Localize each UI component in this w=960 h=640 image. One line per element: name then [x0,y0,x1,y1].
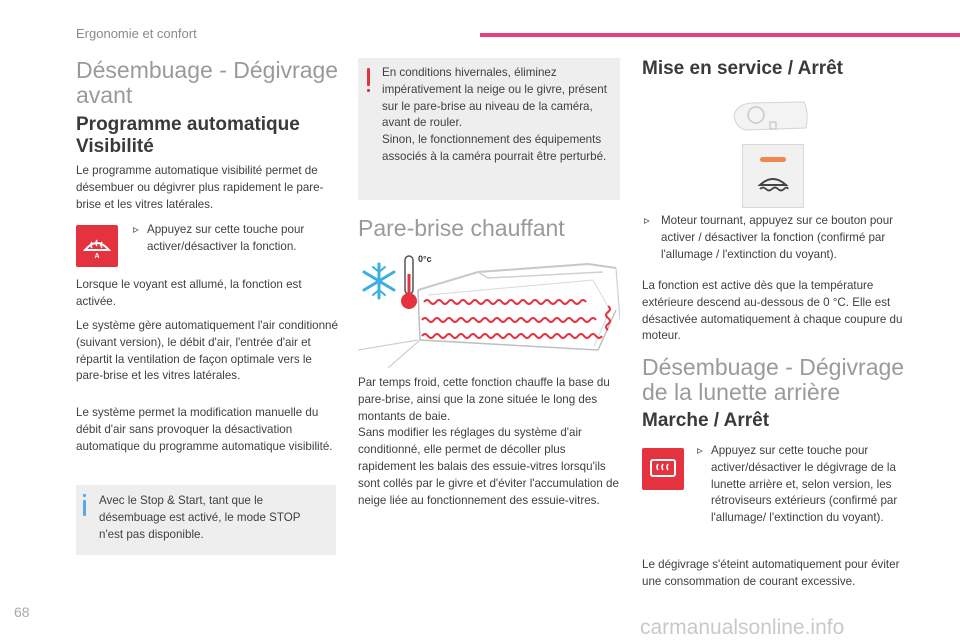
front-defrost-icon [82,233,112,259]
page-number: 68 [14,604,30,620]
front-demist-button[interactable] [76,225,118,267]
status-led [760,157,786,162]
rear-defrost-icon [648,457,678,481]
rear-bullet-text: Appuyez sur cette touche pour activer/désactiver le dégivrage de la lunette arrière et, selon version, les rétroviseurs extérieurs (confirmé par l'allumage/ l'extinction du voyant). [711,444,898,525]
warning-icon-bar [367,68,370,86]
heated-windscreen-illustration [358,250,620,368]
rear-para: Le dégivrage s'éteint automatiquement pour éviter une consommation de courant excessive. [642,558,900,588]
bullet-marker: ▹ [644,214,650,227]
title-rear-defrost: Désembuage - Dégivrage de la lunette arrière [642,354,905,405]
heated-windscreen-icon [757,171,789,195]
info-icon-dot [83,494,86,497]
subtitle-visibility-program: Programme automatique Visibilité [76,114,300,157]
warning-icon-dot [367,89,370,92]
on-off-bullet-text: Moteur tournant, appuyez sur ce bouton pour activer / désactiver la fonction (confirmé par l'allumage / l'extinction du voyant). [661,214,894,261]
rear-demist-button[interactable] [642,448,684,490]
front-bullet-text: Appuyez sur cette touche pour activer/désactiver la fonction. [147,223,305,253]
thermometer-icon [398,254,420,312]
info-note-text: Avec le Stop & Start, tant que le désembuage est activé, le mode STOP n'est pas disponible. [99,494,301,541]
on-off-para: La fonction est active dès que la température extérieure descend au-dessous de 0 °C. Elle est désactivée automatiquement à chaque coupure du moteur. [642,279,903,343]
para-manual-change: Le système permet la modification manuelle du débit d'air sans provoquer la désactivation automatique du programme automatique visibilité. [76,406,333,453]
watermark: carmanualsonline.info [640,616,845,639]
mirror-icon [732,98,810,134]
bullet-marker: ▹ [697,444,703,457]
para-system-manages: Le système gère automatiquement l'air conditionné (suivant version), le débit d'air, l'entrée d'air et répartit la ventilation de façon optimale vers le pare-brise et les vitres latérales. [76,319,338,383]
subtitle-on-off: Marche / Arrêt [642,410,770,431]
warning-note-text: En conditions hivernales, éliminez impérativement la neige ou le givre, présent sur le pare-brise au niveau de la caméra, avant de rouler. Sinon, le fonctionnement des équipements associés à la caméra pourrait être perturbé. [382,66,607,163]
heated-windscreen-text: Par temps froid, cette fonction chauffe la base du pare-brise, ainsi que la zone située le long des montants de baie. Sans modifier les réglages du système d'air conditionné, elle permet de décoller plus rapidement les balais des essuie-vitres lorsqu'ils sont collés par le givre et d'éviter l'accumulation de neige liée au fonctionnement des essuie-vitres. [358,376,619,507]
svg-text:A: A [94,253,100,259]
para-light-on: Lorsque le voyant est allumé, la fonction est activée. [76,278,302,308]
section-header: Ergonomie et confort [76,26,197,41]
info-icon-bar [83,500,86,516]
title-on-off: Mise en service / Arrêt [642,58,844,79]
intro-text: Le programme automatique visibilité permet de désembuer ou dégivrer plus rapidement le pare-brise et les vitres latérales. [76,164,324,211]
snowflake-icon [360,262,398,300]
temperature-label: 0°c [418,254,432,264]
header-accent-bar [480,33,960,37]
info-note-box [76,485,336,555]
title-heated-windscreen: Pare-brise chauffant [358,215,565,241]
bullet-marker: ▹ [133,223,139,236]
warning-note-box [358,58,620,200]
rear-view-mirror-illustration [732,98,810,134]
title-front-defrost: Désembuage - Dégivrage avant [76,57,339,108]
heated-windscreen-button[interactable] [742,144,804,208]
